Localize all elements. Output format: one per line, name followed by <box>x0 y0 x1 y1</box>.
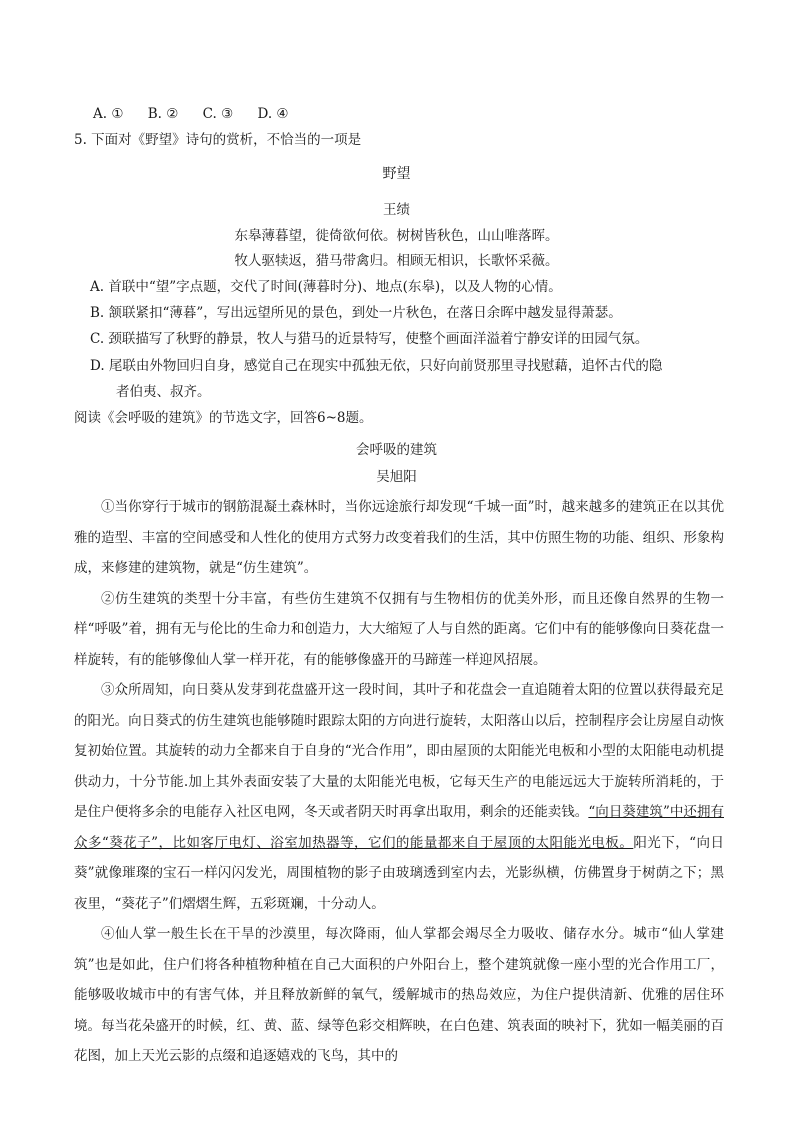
question-4-options <box>93 104 309 124</box>
question-5-option-c: C. 颈联描写了秋野的静景，牧人与猎马的近景特写，使整个画面洋溢着宁静安详的田园气氛。 <box>90 331 649 347</box>
question-5-option-a: A. 首联中“望”字点题，交代了时间(薄暮时分)、地点(东皋)，以及人物的心情。 <box>90 279 562 295</box>
option-d: D. ④ <box>257 106 289 122</box>
poem-author: 王绩 <box>383 202 410 218</box>
article-title: 会呼吸的建筑 <box>356 442 437 458</box>
option-b: B. ② <box>147 106 179 122</box>
question-5-option-b: B. 颔联紧扣“薄暮”，写出远望所见的景色，到处一片秋色，在落日余晖中越发显得萧瑟。 <box>90 305 622 321</box>
paragraph-3-text-b: 阳光下，“向日葵”就像璀璨的宝石一样闪闪发光，周围植物的影子由玻璃透到室内去，光影纵横，仿佛置身于树荫之下；黑夜里，“葵花子”们熠熠生辉，五彩斑斓，十分动人。 <box>74 834 724 912</box>
paragraph-3-text-a: ③众所周知，向日葵从发芽到花盘盛开这一段时间，其叶子和花盘会一直追随着太阳的位置以获得最充足的阳光。向日葵式的仿生建筑也能够随时跟踪太阳的方向进行旋转，太阳落山以后，控制程序会让房屋自动恢复初始位置。其旋转的动力全都来自于自身的“光合作用”，即由屋顶的太阳能光电板和小型的太阳能电动机提供动力，十分节能.加上其外表面安装了大量的太阳能光电板，它每天生产的电能远远大于旋转所消耗的，于是住户便将多余的电能存入社区电网，冬天或者阴天时再拿出取用，剩余的还能卖钱。 <box>74 682 724 820</box>
question-5-stem: 5. 下面对《野望》诗句的赏析，不恰当的一项是 <box>74 132 362 148</box>
question-5-option-d: D. 尾联由外物回归自身，感觉自己在现实中孤独无依，只好向前贤那里寻找慰藉，追怀古代的隐 <box>90 358 663 374</box>
question-5-option-d-continued: 者伯夷、叔齐。 <box>116 384 211 400</box>
paragraph-1: ①当你穿行于城市的钢筋混凝土森林时，当你远途旅行却发现“千城一面”时，越来越多的建筑正在以其优雅的造型、丰富的空间感受和人性化的使用方式努力改变着我们的生活，其中仿照生物的功能、组织、形象构成，来修建的建筑物，就是“仿生建筑”。 <box>74 499 724 576</box>
paragraph-4: ④仙人掌一般生长在干旱的沙漠里，每次降雨，仙人掌都会竭尽全力吸收、储存水分。城市“仙人掌建筑”也是如此，住户们将各种植物种植在自己大面积的户外阳台上，整个建筑就像一座小型的光合作用工厂，能够吸收城市中的有害气体，并且释放新鲜的氧气，缓解城市的热岛效应，为住户提供清新、优雅的居住环境。每当花朵盛开的时候，红、黄、蓝、绿等色彩交相辉映，在白色建、筑表面的映衬下，犹如一幅美丽的百花图，加上天光云影的点缀和追逐嬉戏的飞鸟，其中的 <box>74 926 724 1064</box>
poem-line-2: 牧人驱犊返，猎马带禽归。相顾无相识，长歌怀采薇。 <box>234 253 559 269</box>
paragraph-3-underlined-sentence: “向日葵建筑”中还拥有众多“葵花子”，比如客厅电灯、浴室加热器等，它们的能量都来自于屋顶的太阳能光电板。 <box>74 804 724 851</box>
reading-instructions: 阅读《会呼吸的建筑》的节选文字，回答6~8题。 <box>74 410 373 426</box>
option-a: A. ① <box>93 106 124 122</box>
option-c: C. ③ <box>202 106 234 122</box>
poem-line-1: 东皋薄暮望，徙倚欲何依。树树皆秋色，山山唯落晖。 <box>234 228 559 244</box>
poem-title: 野望 <box>382 166 411 182</box>
article-body <box>74 492 724 1072</box>
article-author: 吴旭阳 <box>376 469 417 485</box>
paragraph-2: ②仿生建筑的类型十分丰富，有些仿生建筑不仅拥有与生物相仿的优美外形，而且还像自然界的生物一样“呼吸”着，拥有无与伦比的生命力和创造力，大大缩短了人与自然的距离。它们中有的能够像向日葵花盘一样旋转，有的能够像仙人掌一样开花，有的能够像盛开的马蹄莲一样迎风招展。 <box>74 590 724 668</box>
paragraph-3 <box>74 675 724 919</box>
